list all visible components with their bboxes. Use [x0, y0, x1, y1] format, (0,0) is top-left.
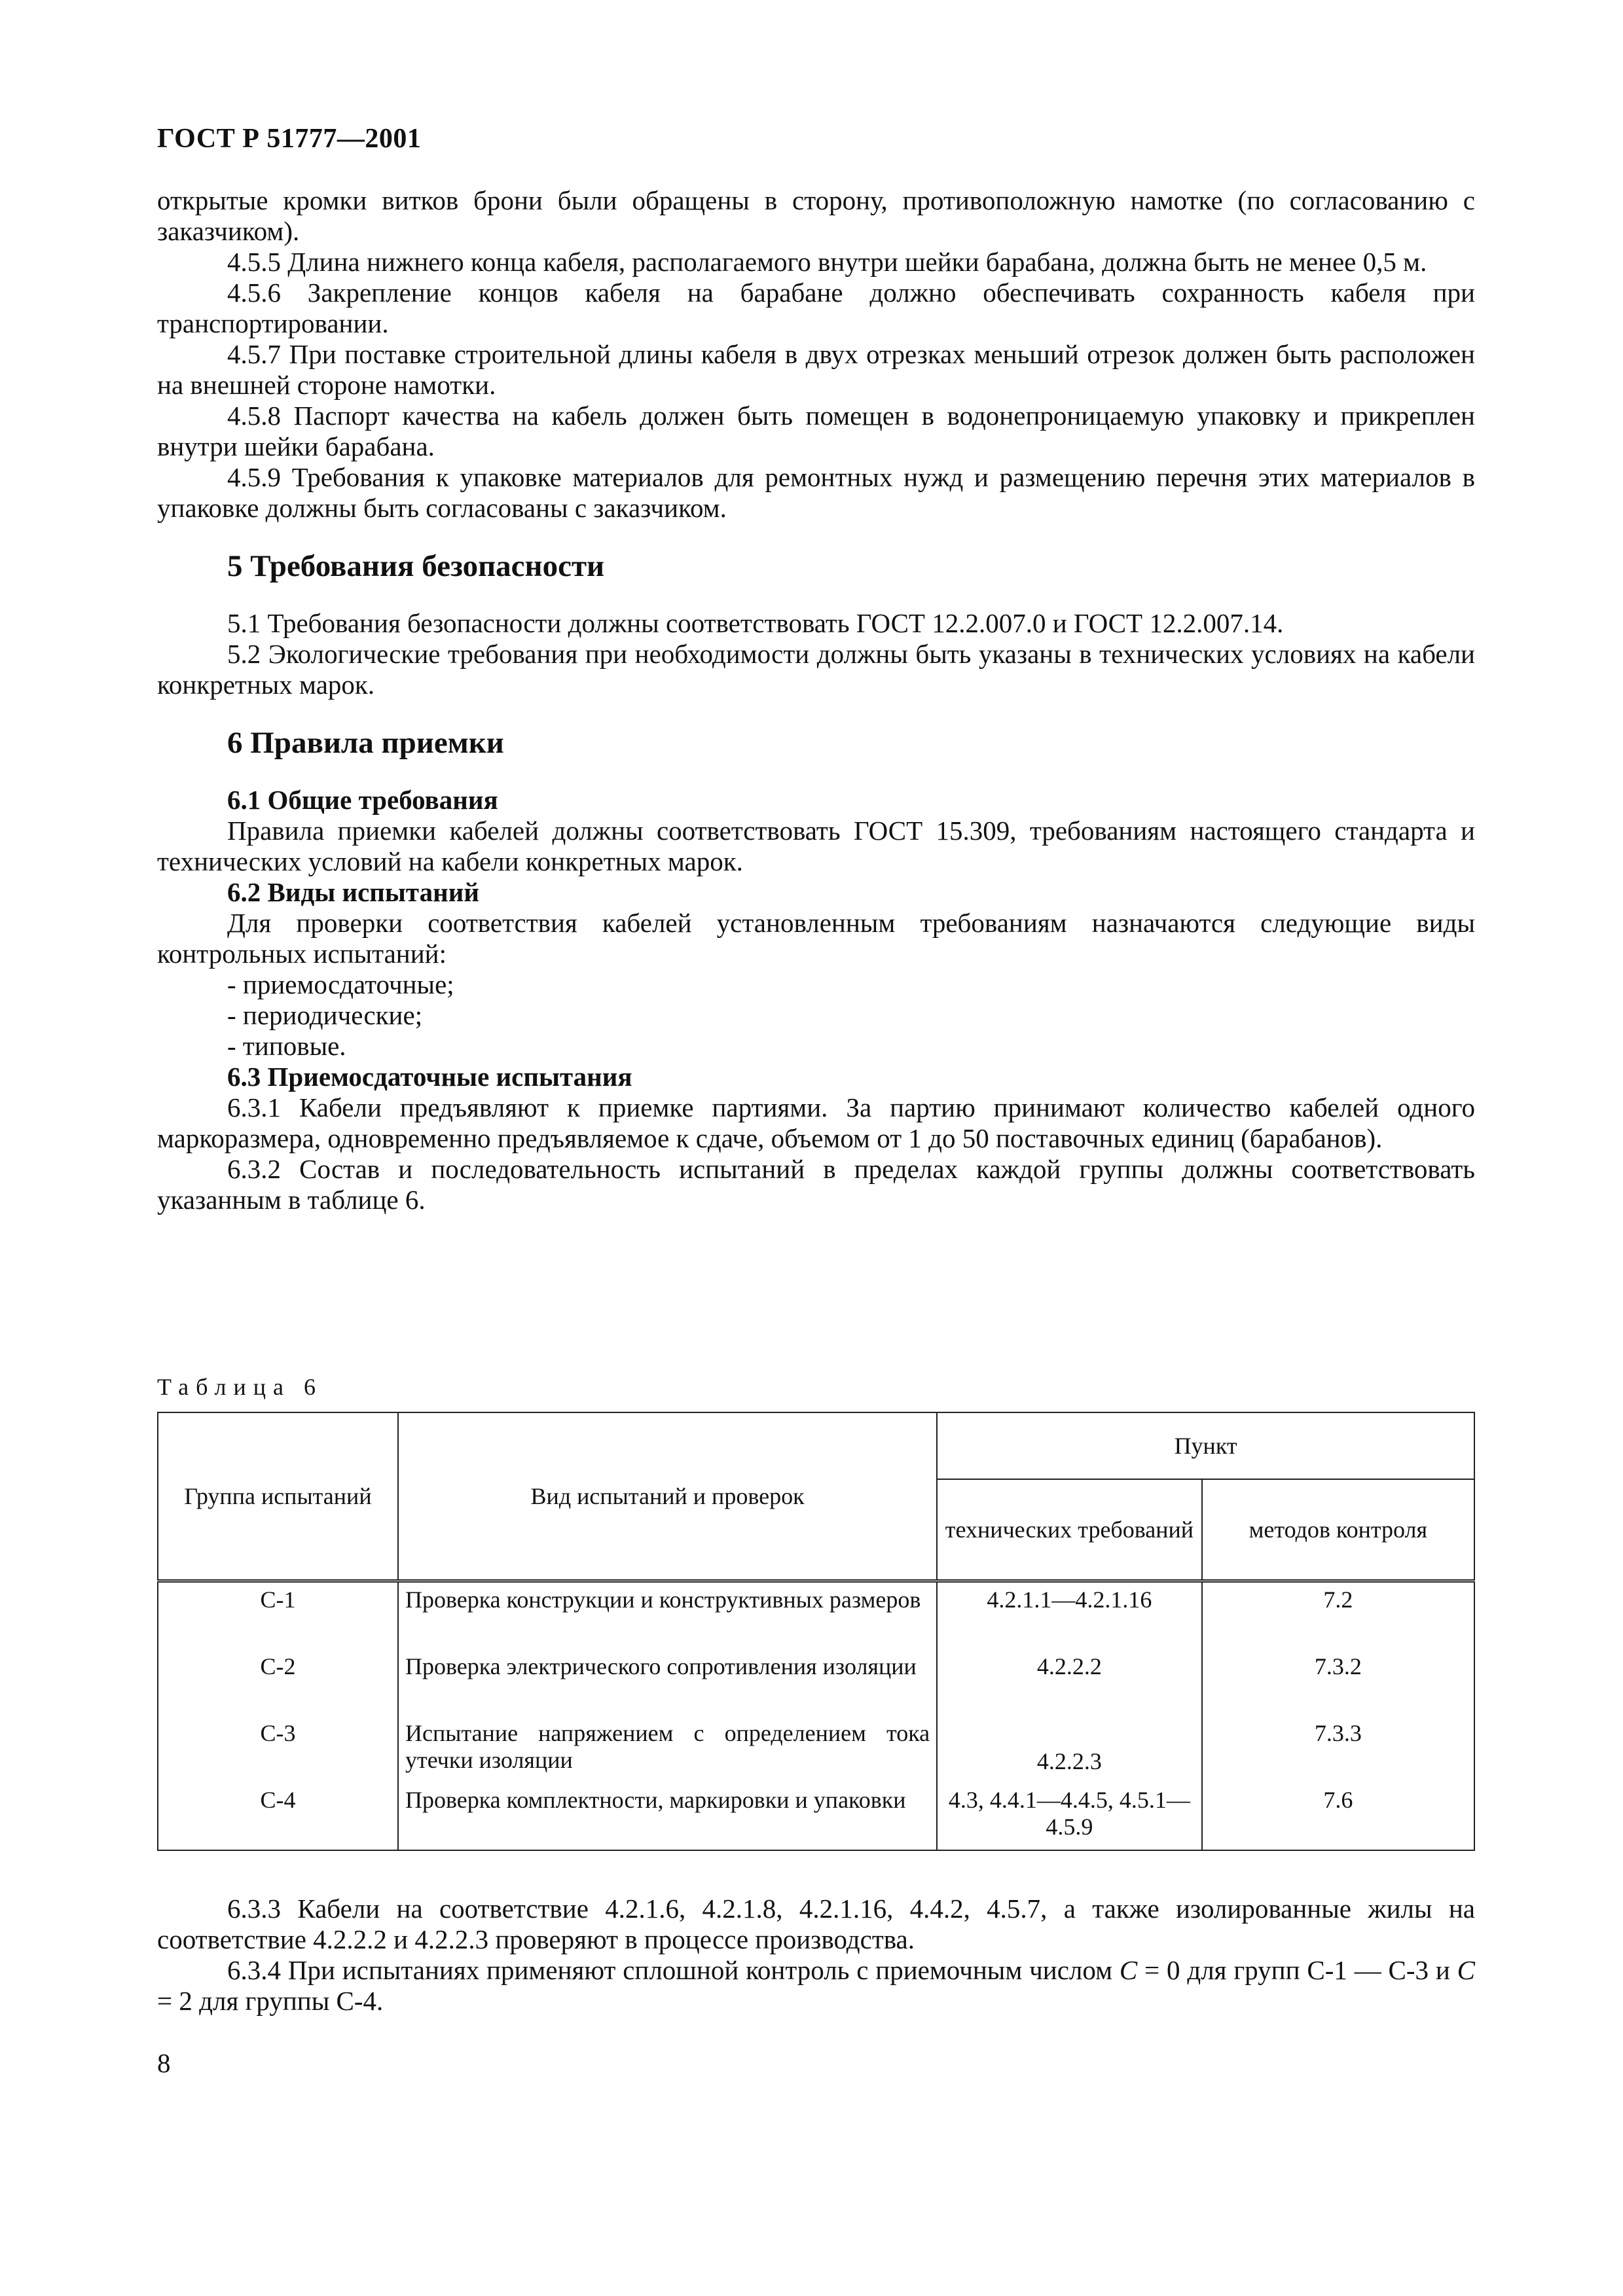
cell-group: С-4: [158, 1783, 398, 1850]
after-table-text: [157, 1893, 1475, 2017]
subsection-6-1-title: 6.1 Общие требования: [227, 785, 498, 815]
cell-group: С-3: [158, 1716, 398, 1783]
document-header: ГОСТ Р 51777—2001: [157, 124, 422, 154]
list-item: - приемосдаточные;: [227, 969, 454, 999]
table-row: [158, 1581, 1474, 1650]
list-item: - типовые.: [227, 1031, 346, 1061]
cell-kind: Проверка комплектности, маркировки и упаковки: [398, 1783, 937, 1850]
paragraph-5-2: 5.2 Экологические требования при необходимости должны быть указаны в технических условиях на кабели конкретных марок.: [157, 639, 1475, 700]
cell-kind: Проверка конструкции и конструктивных размеров: [398, 1581, 937, 1650]
subsection-6-3-title: 6.3 Приемосдаточные испытания: [227, 1062, 632, 1092]
paragraph-6-3-1: 6.3.1 Кабели предъявляют к приемке партиями. За партию принимают количество кабелей одного маркоразмера, одновременно предъявляемое к сдаче, объемом от 1 до 50 поставочных единиц (барабанов).: [157, 1092, 1475, 1153]
header-kind: Вид испытаний и проверок: [398, 1412, 937, 1581]
cell-method: 7.2: [1202, 1581, 1474, 1650]
section-6-title: 6 Правила приемки: [227, 726, 504, 760]
header-methods: методов контроля: [1202, 1479, 1474, 1581]
table-caption: Таблица 6: [157, 1374, 323, 1400]
paragraph-6-3-2: 6.3.2 Состав и последовательность испытаний в пределах каждой группы должны соответствовать указанным в таблице 6.: [157, 1154, 1475, 1215]
p634-symbol-c: C: [1119, 1955, 1138, 1985]
p634-text-b: = 0 для групп С-1 — С-3 и: [1137, 1955, 1457, 1985]
p634-text-a: 6.3.4 При испытаниях применяют сплошной контроль с приемочным числом: [227, 1955, 1120, 1985]
paragraph-continuation: открытые кромки витков брони были обращены в сторону, противоположную намотке (по согласованию с заказчиком).: [157, 185, 1475, 246]
subsection-6-2-title: 6.2 Виды испытаний: [227, 877, 479, 907]
cell-method: 7.3.3: [1202, 1716, 1474, 1783]
paragraph-6-1: Правила приемки кабелей должны соответствовать ГОСТ 15.309, требованиям настоящего стандарта и технических условий на кабели конкретных марок.: [157, 816, 1475, 876]
paragraph-4-5-7: 4.5.7 При поставке строительной длины кабеля в двух отрезках меньший отрезок должен быть расположен на внешней стороне намотки.: [157, 339, 1475, 400]
cell-tech: 4.2.2.2: [937, 1649, 1202, 1716]
paragraph-4-5-8: 4.5.8 Паспорт качества на кабель должен быть помещен в водонепроницаемую упаковку и прикреплен внутри шейки барабана.: [157, 401, 1475, 461]
header-group: Группа испытаний: [158, 1412, 398, 1581]
table-row: [158, 1716, 1474, 1783]
section-5-title: 5 Требования безопасности: [227, 549, 605, 583]
cell-group: С-1: [158, 1581, 398, 1650]
list-item: - периодические;: [227, 1000, 423, 1030]
paragraph-5-1: 5.1 Требования безопасности должны соответствовать ГОСТ 12.2.007.0 и ГОСТ 12.2.007.14.: [227, 608, 1284, 638]
table-row: [158, 1649, 1474, 1716]
cell-group: С-2: [158, 1649, 398, 1716]
cell-kind: Испытание напряжением с определением тока утечки изоляции: [398, 1716, 937, 1783]
p634-symbol-c: C: [1457, 1955, 1475, 1985]
header-tech: технических требований: [937, 1479, 1202, 1581]
cell-method: 7.3.2: [1202, 1649, 1474, 1716]
document-body: [157, 185, 1475, 1215]
paragraph-4-5-9: 4.5.9 Требования к упаковке материалов для ремонтных нужд и размещению перечня этих материалов в упаковке должны быть согласованы с заказчиком.: [157, 462, 1475, 523]
paragraph-6-3-3: 6.3.3 Кабели на соответствие 4.2.1.6, 4.2.1.8, 4.2.1.16, 4.4.2, 4.5.7, а также изолированные жилы на соответствие 4.2.2.2 и 4.2.2.3 проверяют в процессе производства.: [157, 1893, 1475, 1954]
p634-text-d: = 2 для группы С-4.: [157, 1986, 384, 2016]
paragraph-6-2: Для проверки соответствия кабелей установленным требованиям назначаются следующие виды контрольных испытаний:: [157, 908, 1475, 969]
table-6: [157, 1412, 1475, 1851]
paragraph-4-5-5: 4.5.5 Длина нижнего конца кабеля, располагаемого внутри шейки барабана, должна быть не менее 0,5 м.: [227, 247, 1427, 277]
cell-kind: Проверка электрического сопротивления изоляции: [398, 1649, 937, 1716]
cell-tech: 4.2.2.3: [937, 1716, 1202, 1783]
table-row: [158, 1783, 1474, 1850]
page-number: 8: [157, 2048, 171, 2078]
cell-tech: 4.3, 4.4.1—4.4.5, 4.5.1—4.5.9: [937, 1783, 1202, 1850]
paragraph-6-3-4: [157, 1955, 1475, 2017]
header-clause: Пункт: [937, 1412, 1474, 1479]
cell-method: 7.6: [1202, 1783, 1474, 1850]
cell-tech: 4.2.1.1—4.2.1.16: [937, 1581, 1202, 1650]
paragraph-4-5-6: 4.5.6 Закрепление концов кабеля на барабане должно обеспечивать сохранность кабеля при транспортировании.: [157, 278, 1475, 338]
